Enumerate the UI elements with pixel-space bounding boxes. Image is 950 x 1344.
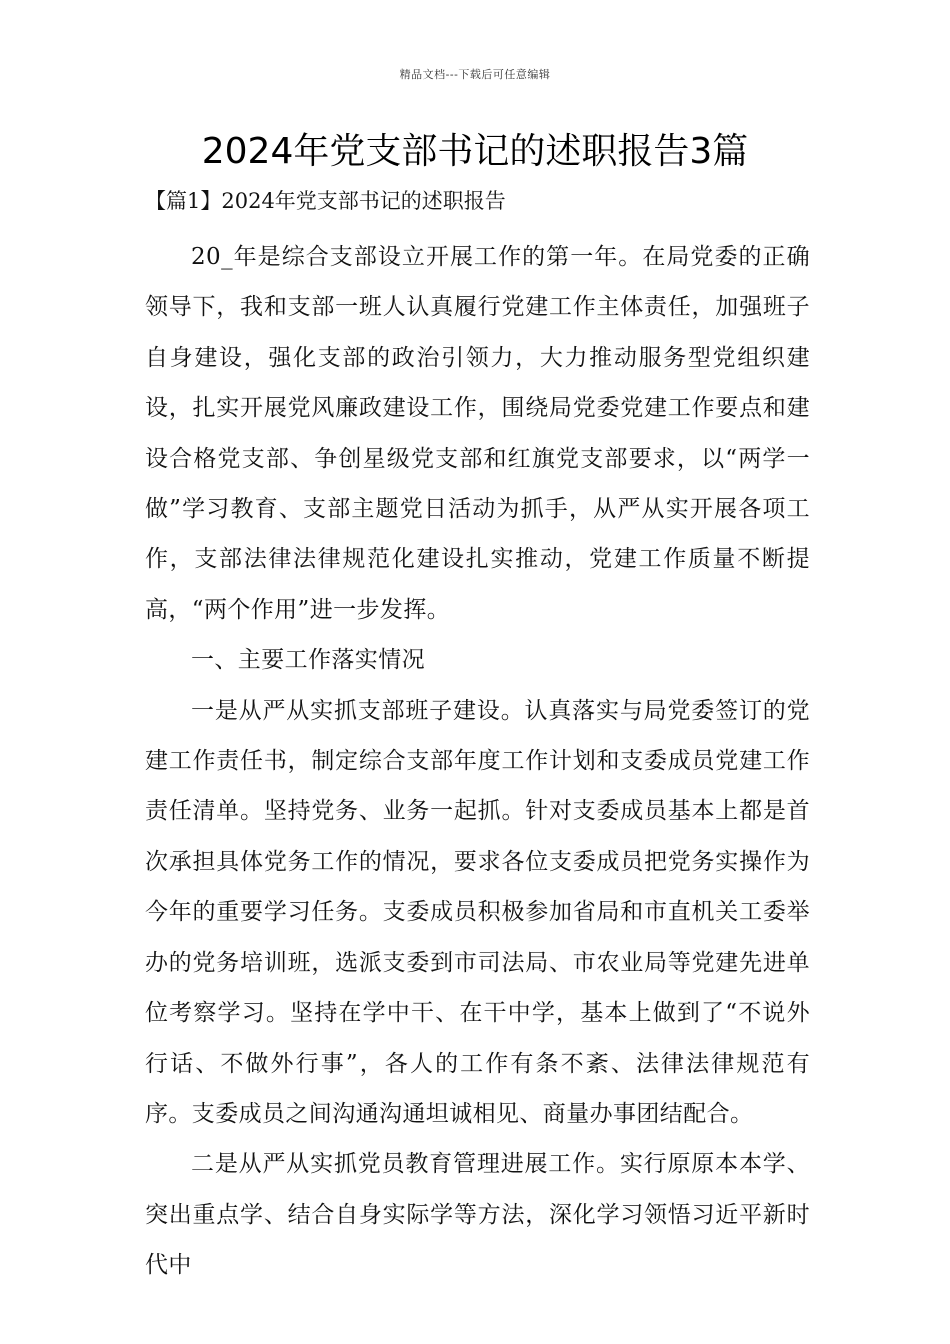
section-heading: 【篇1】2024年党支部书记的述职报告: [145, 189, 506, 213]
header-note: 精品文档---下载后可任意编辑: [399, 68, 551, 81]
document-title: 2024年党支部书记的述职报告3篇: [201, 131, 749, 172]
paragraph-member-education: 二是从严从实抓党员教育管理进展工作。实行原原本本学、突出重点学、结合自身实际学等方法，深化学习领悟习近平新时代中: [145, 1151, 810, 1279]
paragraph-subheading: 一、主要工作落实情况: [191, 647, 425, 674]
paragraph-intro: 20_年是综合支部设立开展工作的第一年。在局党委的正确领导下，我和支部一班人认真履行党建工作主体责任，加强班子自身建设，强化支部的政治引领力，大力推动服务型党组织建设，扎实开展党风廉政建设工作，围绕局党委党建工作要点和建设合格党支部、争创星级党支部和红旗党支部要求，以“两学一做”学习教育、支部主题党日活动为抓手，从严从实开展各项工作，支部法律法律规范化建设扎实推动，党建工作质量不断提高，“两个作用”进一步发挥。: [145, 244, 810, 623]
paragraph-team-building: 一是从严从实抓支部班子建设。认真落实与局党委签订的党建工作责任书，制定综合支部年度工作计划和支委成员党建工作责任清单。坚持党务、业务一起抓。针对支委成员基本上都是首次承担具体党务工作的情况，要求各位支委成员把党务实操作为今年的重要学习任务。支委成员积极参加省局和市直机关工委举办的党务培训班，选派支委到市司法局、市农业局等党建先进单位考察学习。坚持在学中干、在干中学，基本上做到了“不说外行话、不做外行事”，各人的工作有条不紊、法律法律规范有序。支委成员之间沟通沟通坦诚相见、商量办事团结配合。: [145, 697, 810, 1127]
document-body: [145, 232, 810, 1291]
